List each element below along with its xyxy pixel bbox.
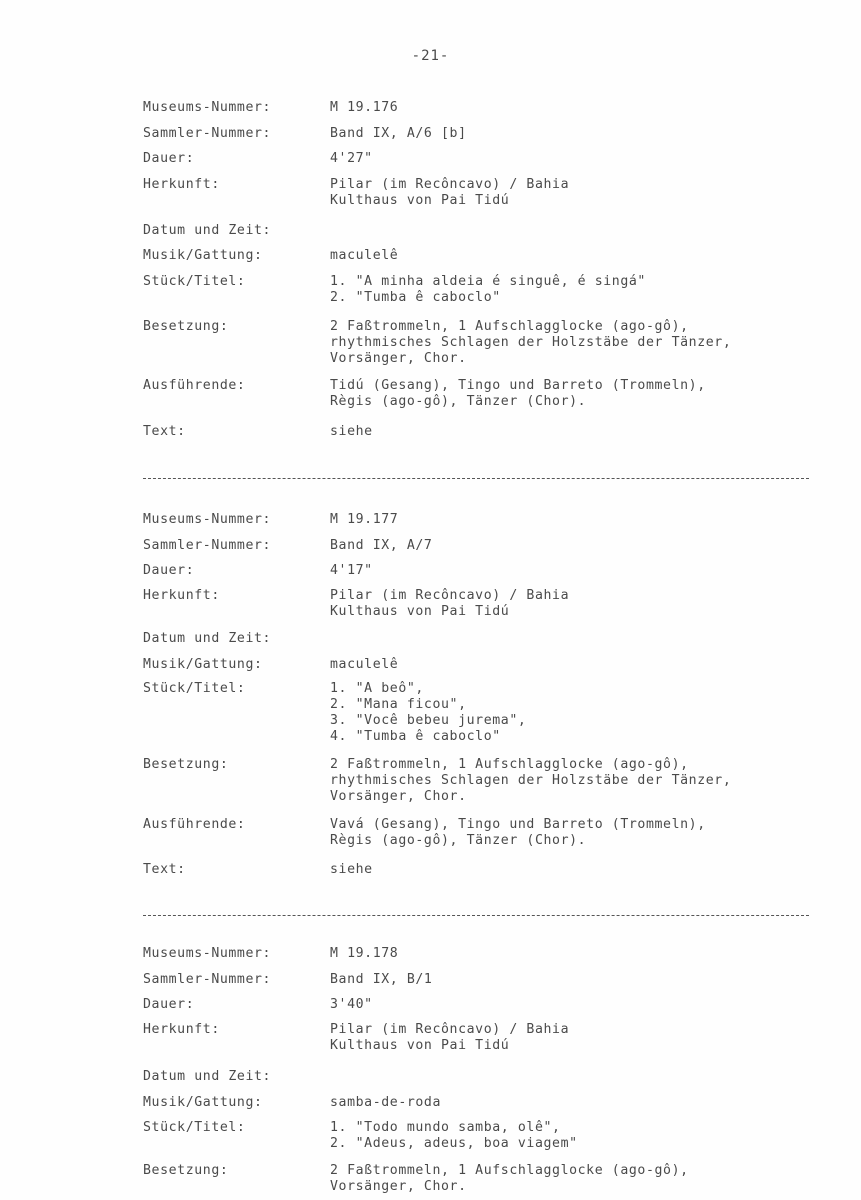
- separator-line: [143, 478, 809, 479]
- field-label: Museums-Nummer:: [143, 946, 272, 961]
- field-herkunft: [143, 588, 569, 620]
- field-datum-und-zeit: [143, 1069, 330, 1085]
- field-label: Museums-Nummer:: [143, 100, 272, 115]
- field-herkunft: [143, 1022, 569, 1054]
- field-dauer: [143, 997, 373, 1013]
- field-label: Museums-Nummer:: [143, 512, 272, 527]
- field-value: 2 Faßtrommeln, 1 Aufschlagglocke (ago-gô), rhythmisches Schlagen der Holzstäbe der Tänzer, Vorsänger, Chor.: [330, 319, 732, 366]
- field-datum-und-zeit: [143, 631, 330, 647]
- field-value: 1. "A minha aldeia é singuê, é singá" 2. "Tumba ê caboclo": [330, 274, 646, 305]
- field-besetzung: [143, 319, 731, 367]
- field-label: Sammler-Nummer:: [143, 972, 272, 987]
- field-value: maculelê: [330, 657, 399, 672]
- field-label: Musik/Gattung:: [143, 657, 263, 672]
- field-ausfuehrende: [143, 817, 706, 849]
- field-sammler-nummer: [143, 538, 432, 554]
- field-label: Herkunft:: [143, 177, 220, 192]
- field-museums-nummer: [143, 100, 398, 116]
- field-stueck-titel: [143, 274, 646, 306]
- field-value: Pilar (im Recôncavo) / Bahia Kulthaus von Pai Tidú: [330, 1022, 570, 1053]
- field-value: Pilar (im Recôncavo) / Bahia Kulthaus von Pai Tidú: [330, 177, 570, 208]
- field-label: Dauer:: [143, 151, 195, 166]
- field-label: Text:: [143, 424, 186, 439]
- field-stueck-titel: [143, 1120, 578, 1152]
- field-label: Stück/Titel:: [143, 681, 246, 696]
- field-label: Herkunft:: [143, 1022, 220, 1037]
- field-label: Dauer:: [143, 997, 195, 1012]
- field-label: Musik/Gattung:: [143, 248, 263, 263]
- field-value: 3'40": [330, 997, 373, 1012]
- field-dauer: [143, 151, 373, 167]
- field-sammler-nummer: [143, 972, 432, 988]
- field-musik-gattung: [143, 657, 398, 673]
- field-herkunft: [143, 177, 569, 209]
- field-value: 1. "A beô", 2. "Mana ficou", 3. "Você bebeu jurema", 4. "Tumba ê caboclo": [330, 681, 527, 744]
- field-value: Band IX, B/1: [330, 972, 433, 987]
- separator-line: [143, 915, 809, 916]
- field-label: Dauer:: [143, 563, 195, 578]
- field-museums-nummer: [143, 512, 398, 528]
- field-value: Tidú (Gesang), Tingo und Barreto (Trommeln), Règis (ago-gô), Tänzer (Chor).: [330, 378, 706, 409]
- field-value: maculelê: [330, 248, 399, 263]
- field-label: Besetzung:: [143, 319, 229, 334]
- field-value: M 19.177: [330, 512, 399, 527]
- field-label: Stück/Titel:: [143, 1120, 246, 1135]
- field-musik-gattung: [143, 1095, 441, 1111]
- field-value: Vavá (Gesang), Tingo und Barreto (Trommeln), Règis (ago-gô), Tänzer (Chor).: [330, 817, 706, 848]
- field-value: siehe: [330, 424, 373, 439]
- field-label: Datum und Zeit:: [143, 223, 272, 238]
- field-value: Band IX, A/7: [330, 538, 433, 553]
- field-label: Besetzung:: [143, 757, 229, 772]
- field-label: Datum und Zeit:: [143, 1069, 272, 1084]
- field-label: Ausführende:: [143, 378, 246, 393]
- field-label: Sammler-Nummer:: [143, 538, 272, 553]
- field-label: Text:: [143, 862, 186, 877]
- field-label: Ausführende:: [143, 817, 246, 832]
- field-value: 2 Faßtrommeln, 1 Aufschlagglocke (ago-gô), Vorsänger, Chor.: [330, 1163, 689, 1194]
- field-value: 2 Faßtrommeln, 1 Aufschlagglocke (ago-gô), rhythmisches Schlagen der Holzstäbe der Tänzer, Vorsänger, Chor.: [330, 757, 732, 804]
- field-label: Stück/Titel:: [143, 274, 246, 289]
- field-value: 4'17": [330, 563, 373, 578]
- field-text: [143, 862, 373, 878]
- field-value: 1. "Todo mundo samba, olê", 2. "Adeus, adeus, boa viagem": [330, 1120, 578, 1151]
- field-value: Band IX, A/6 [b]: [330, 126, 467, 141]
- field-value: M 19.176: [330, 100, 399, 115]
- field-datum-und-zeit: [143, 223, 330, 239]
- field-text: [143, 424, 373, 440]
- field-besetzung: [143, 757, 731, 805]
- field-value: samba-de-roda: [330, 1095, 442, 1110]
- field-stueck-titel: [143, 681, 526, 745]
- field-value: Pilar (im Recôncavo) / Bahia Kulthaus von Pai Tidú: [330, 588, 570, 619]
- field-musik-gattung: [143, 248, 398, 264]
- field-label: Musik/Gattung:: [143, 1095, 263, 1110]
- field-besetzung: [143, 1163, 689, 1195]
- field-ausfuehrende: [143, 378, 706, 410]
- page-number: -21-: [411, 48, 450, 64]
- field-museums-nummer: [143, 946, 398, 962]
- field-label: Besetzung:: [143, 1163, 229, 1178]
- field-value: 4'27": [330, 151, 373, 166]
- field-value: siehe: [330, 862, 373, 877]
- field-label: Herkunft:: [143, 588, 220, 603]
- field-sammler-nummer: [143, 126, 467, 142]
- field-label: Sammler-Nummer:: [143, 126, 272, 141]
- field-dauer: [143, 563, 373, 579]
- field-label: Datum und Zeit:: [143, 631, 272, 646]
- field-value: M 19.178: [330, 946, 399, 961]
